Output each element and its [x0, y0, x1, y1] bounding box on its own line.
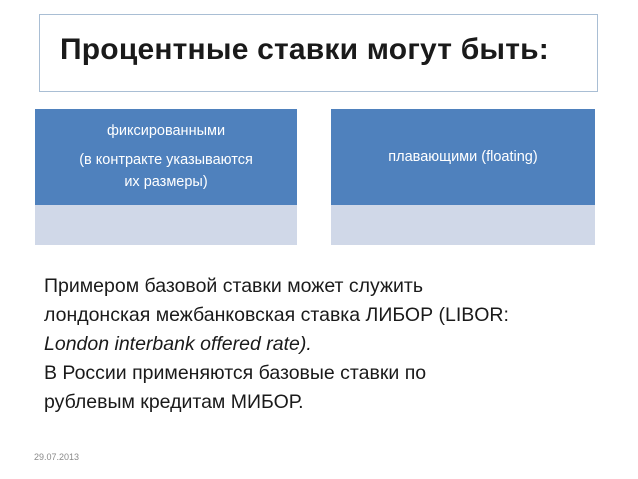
body-line-3: London interbank offered rate).: [44, 333, 312, 355]
slide-title: Процентные ставки могут быть:: [60, 33, 549, 66]
card-fixed-note-line2: их размеры): [124, 174, 208, 190]
card-floating-label: плавающими (floating): [388, 149, 538, 165]
body-line-4: В России применяются базовые ставки по: [44, 362, 427, 384]
card-floating: [331, 109, 595, 245]
body-line-1: Примером базовой ставки может служить: [44, 275, 423, 297]
card-fixed-footer: [35, 205, 297, 245]
card-floating-header: [331, 109, 595, 205]
title-box: [39, 14, 598, 92]
card-fixed-header: [35, 109, 297, 205]
card-fixed: [35, 109, 297, 245]
card-fixed-note-line1: (в контракте указываются: [79, 152, 253, 168]
card-floating-footer: [331, 205, 595, 245]
body-line-2: лондонская межбанковская ставка ЛИБОР (LIBOR:: [44, 304, 509, 326]
slide-date: 29.07.2013: [34, 452, 80, 462]
card-fixed-label: фиксированными: [106, 123, 226, 139]
body-text: [44, 272, 614, 417]
body-line-5: рублевым кредитам МИБОР.: [44, 391, 304, 413]
